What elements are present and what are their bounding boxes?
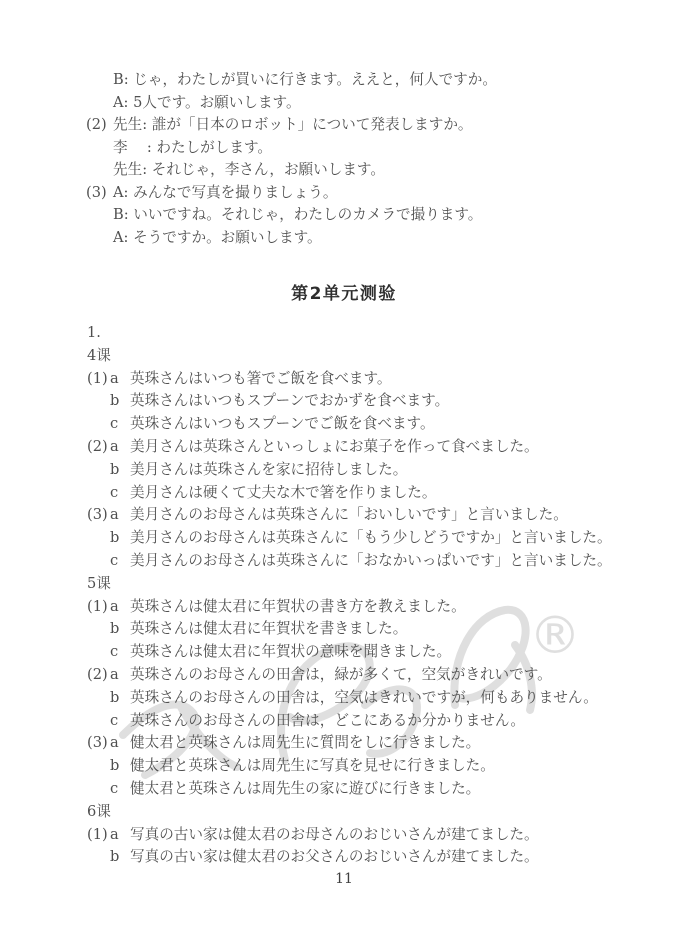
option-line — [87, 413, 674, 436]
option-letter: c — [110, 643, 119, 661]
question-number — [87, 550, 110, 573]
lesson-label: 4课 — [87, 346, 111, 364]
option-letter: a — [110, 665, 119, 683]
option-text: 英珠さんのお母さんの田舎は，空気はきれいですが，何もありません。 — [130, 688, 598, 706]
question-number: (2) — [87, 665, 108, 683]
dialogue-text: 先生: それじゃ，李さん，お願いします。 — [113, 161, 385, 178]
option-line — [87, 550, 674, 573]
dialogue-line — [86, 204, 664, 227]
question-number — [87, 778, 110, 801]
option-letter: a — [110, 825, 119, 843]
dialogue-item-number — [86, 159, 113, 182]
question-number — [87, 413, 110, 436]
option-text: 美月さんのお母さんは英珠さんに「おなかいっぱいです」と言いました。 — [130, 551, 612, 569]
dialogue-line — [86, 227, 664, 250]
option-text: 英珠さんはいつもスプーンでご飯を食べます。 — [130, 415, 435, 433]
option-text: 美月さんのお母さんは英珠さんに「もう少しどうですか」と言いました。 — [130, 529, 612, 547]
question-number — [87, 390, 110, 413]
option-letter: c — [110, 779, 119, 797]
question-number: (2) — [87, 437, 108, 455]
option-line — [87, 687, 674, 710]
option-letter: c — [110, 551, 119, 569]
dialogue-line — [86, 182, 664, 205]
option-line — [87, 664, 674, 687]
option-line — [87, 504, 674, 527]
option-text: 英珠さんのお母さんの田舎は，緑が多くて，空気がきれいです。 — [130, 665, 552, 683]
lesson-label: 6课 — [87, 802, 111, 820]
section-number: 1. — [87, 324, 101, 341]
dialogue-item-number — [86, 204, 113, 227]
option-text: 英珠さんは健太君に年賀状の書き方を教えました。 — [130, 597, 466, 615]
dialogue-section — [86, 69, 664, 249]
option-line — [87, 778, 674, 801]
option-line — [87, 459, 674, 482]
registered-trademark-icon: ® — [529, 606, 581, 666]
option-text: 英珠さんはいつも箸でご飯を食べます。 — [130, 369, 392, 387]
dialogue-item-number — [86, 227, 113, 250]
option-text: 美月さんは英珠さんといっしょにお菓子を作って食べました。 — [130, 437, 539, 455]
dialogue-item-number — [86, 69, 113, 92]
dialogue-line — [86, 137, 664, 160]
dialogue-text: A: みんなで写真を撮りましょう。 — [113, 183, 338, 201]
option-letter: a — [110, 734, 119, 752]
dialogue-text: 先生: 誰が「日本のロボット」について発表しますか。 — [113, 116, 473, 133]
option-line — [87, 390, 674, 413]
question-number — [87, 482, 110, 505]
question-number: (3) — [87, 734, 108, 752]
unit-test-title: 第2单元测验 — [291, 284, 397, 304]
dialogue-item-number: (2) — [86, 116, 107, 133]
question-number — [87, 527, 110, 550]
option-line — [87, 618, 674, 641]
option-line — [87, 436, 674, 459]
question-number — [87, 641, 110, 664]
page-number: 11 — [335, 871, 353, 887]
option-text: 写真の古い家は健太君のお父さんのおじいさんが建てました。 — [130, 848, 539, 866]
question-number — [87, 846, 110, 869]
option-line — [87, 596, 674, 619]
dialogue-text: B: いいですね。それじゃ，わたしのカメラで撮ります。 — [113, 206, 483, 223]
option-letter: b — [110, 757, 120, 775]
question-number — [87, 755, 110, 778]
option-text: 美月さんは硬くて丈夫な木で箸を作りました。 — [130, 483, 437, 501]
option-text: 美月さんは英珠さんを家に招待しました。 — [130, 460, 408, 478]
dialogue-line — [86, 159, 664, 182]
question-number: (1) — [87, 369, 108, 387]
option-letter: b — [110, 460, 120, 478]
dialogue-item-number — [86, 92, 113, 115]
option-letter: c — [110, 415, 119, 433]
option-line — [87, 368, 674, 391]
option-text: 英珠さんは健太君に年賀状の意味を聞きました。 — [130, 643, 452, 661]
question-number — [87, 459, 110, 482]
option-letter: a — [110, 369, 119, 387]
option-line — [87, 482, 674, 505]
option-letter: b — [110, 529, 120, 547]
dialogue-item-number: (3) — [86, 183, 107, 201]
option-line — [87, 527, 674, 550]
option-line — [87, 824, 674, 847]
option-letter: b — [110, 620, 120, 638]
question-number — [87, 710, 110, 733]
option-text: 英珠さんは健太君に年賀状を書きました。 — [130, 620, 408, 638]
option-letter: a — [110, 597, 119, 615]
option-letter: a — [110, 437, 119, 455]
question-number — [87, 618, 110, 641]
option-line — [87, 755, 674, 778]
option-text: 健太君と英珠さんは周先生の家に遊びに行きました。 — [130, 779, 481, 797]
option-text: 写真の古い家は健太君のお母さんのおじいさんが建てました。 — [130, 825, 539, 843]
option-text: 健太君と英珠さんは周先生に写真を見せに行きました。 — [130, 757, 495, 775]
option-text: 英珠さんはいつもスプーンでおかずを食べます。 — [130, 392, 450, 410]
dialogue-line — [86, 114, 664, 137]
lesson-label: 5课 — [87, 574, 111, 592]
option-letter: c — [110, 483, 119, 501]
dialogue-item-number — [86, 137, 113, 160]
option-letter: a — [110, 506, 119, 524]
question-number: (3) — [87, 506, 108, 524]
option-line — [87, 846, 674, 869]
dialogue-text: A: そうですか。お願いします。 — [113, 228, 322, 246]
option-text: 健太君と英珠さんは周先生に質問をしに行きました。 — [130, 734, 481, 752]
question-number: (1) — [87, 825, 108, 843]
option-letter: c — [110, 711, 119, 729]
dialogue-text: A: 5人です。お願いします。 — [113, 93, 301, 111]
option-letter: b — [110, 688, 120, 706]
dialogue-line — [86, 92, 664, 115]
quiz-section — [87, 322, 674, 869]
question-number: (1) — [87, 597, 108, 615]
dialogue-line — [86, 69, 664, 92]
dialogue-text: B: じゃ，わたしが買いに行きます。ええと，何人ですか。 — [113, 71, 497, 88]
option-text: 英珠さんのお母さんの田舎は，どこにあるか分かりません。 — [130, 711, 525, 729]
option-text: 美月さんのお母さんは英珠さんに「おいしいです」と言いました。 — [130, 506, 568, 524]
option-line — [87, 732, 674, 755]
option-line — [87, 641, 674, 664]
question-number — [87, 687, 110, 710]
option-letter: b — [110, 848, 120, 866]
option-line — [87, 710, 674, 733]
option-letter: b — [110, 392, 120, 410]
dialogue-text: 李 : わたしがします。 — [113, 138, 272, 156]
